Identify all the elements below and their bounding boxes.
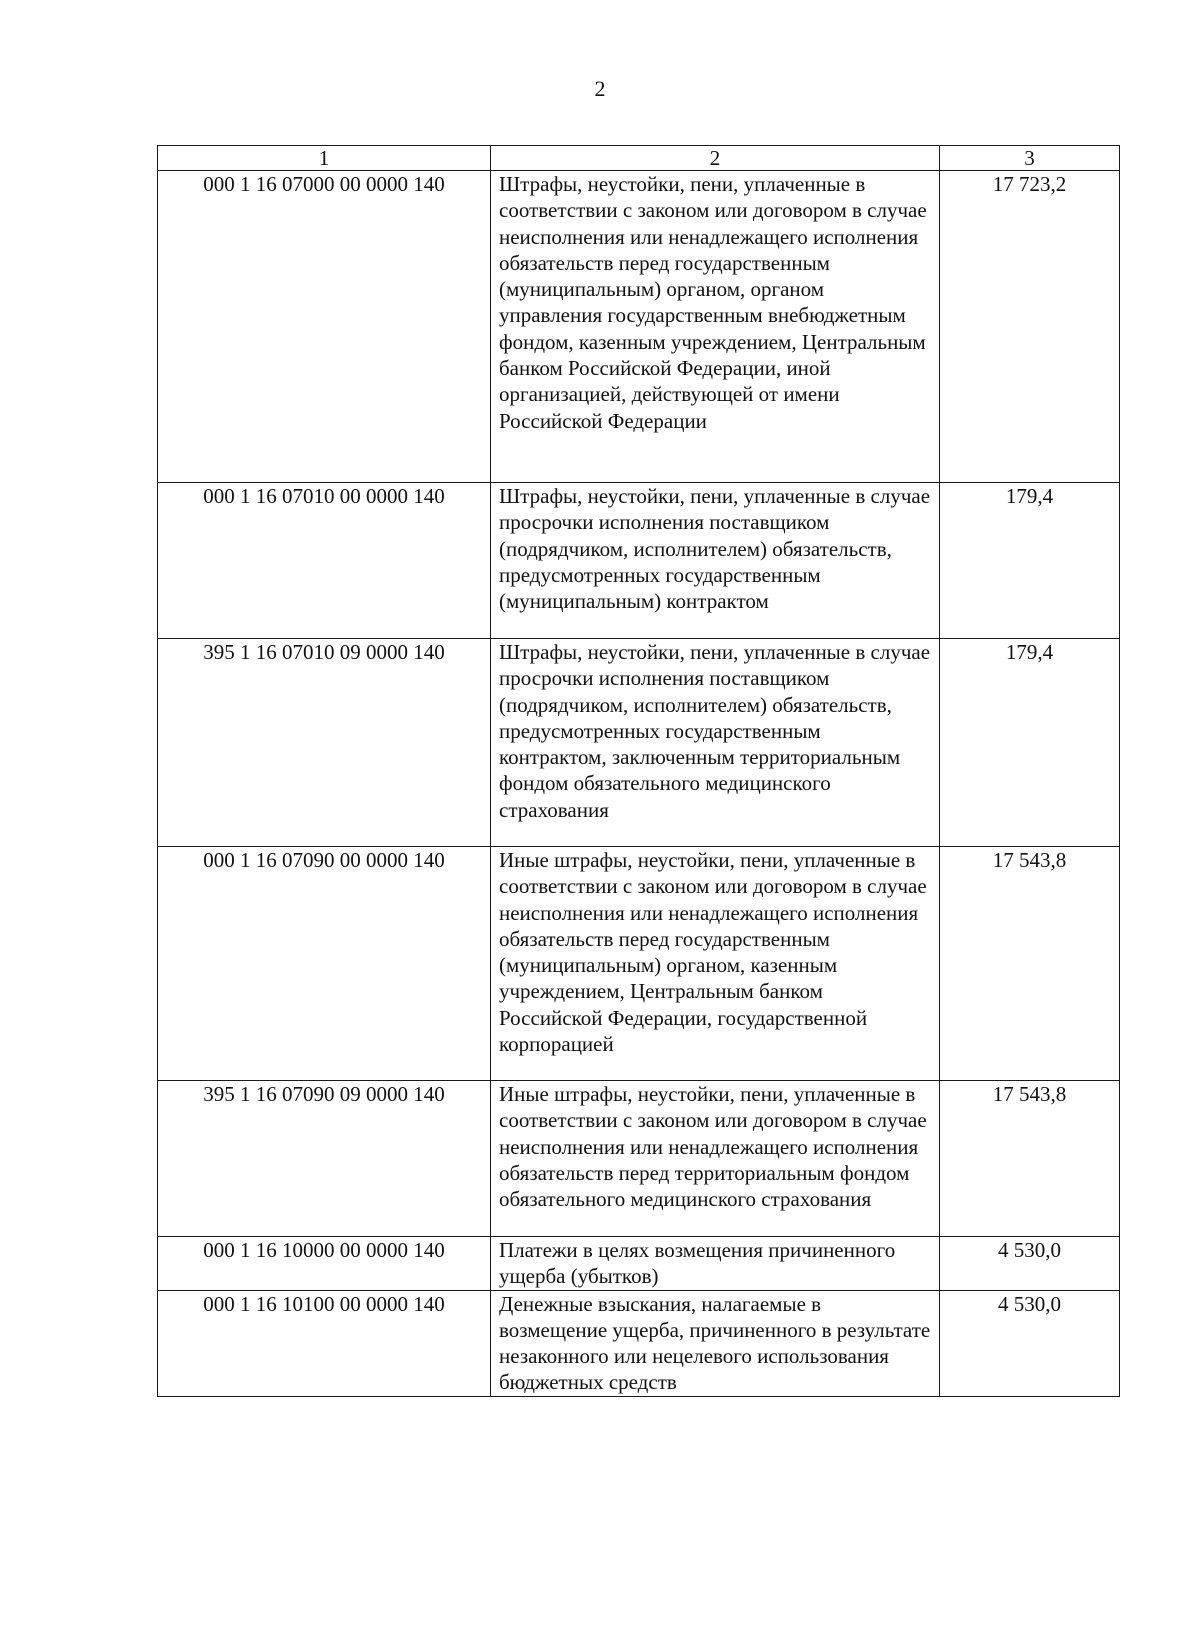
table-header-row (158, 146, 1120, 171)
budget-code: 000 1 16 07090 00 0000 140 (158, 847, 491, 1081)
table-row (158, 1081, 1120, 1237)
column-header-2: 2 (491, 146, 940, 171)
amount-value: 179,4 (940, 639, 1120, 847)
amount-value: 17 543,8 (940, 1081, 1120, 1237)
amount-value: 4 530,0 (940, 1290, 1120, 1396)
row-description: Штрафы, неустойки, пени, уплаченные в соответствии с законом или договором в случае неисполнения или ненадлежащего исполнения обязательств перед государственным (муниципальным) органом, органом управления государственным внебюджетным фондом, казенным учреждением, Центральным банком Российской Федерации, иной организацией, действующей от имени Российской Федерации (491, 171, 940, 483)
row-description: Иные штрафы, неустойки, пени, уплаченные в соответствии с законом или договором в случае неисполнения или ненадлежащего исполнения обязательств перед государственным (муниципальным) органом, казенным учреждением, Центральным банком Российской Федерации, государственной корпорацией (491, 847, 940, 1081)
budget-code: 395 1 16 07010 09 0000 140 (158, 639, 491, 847)
amount-value: 4 530,0 (940, 1237, 1120, 1291)
budget-code: 000 1 16 10100 00 0000 140 (158, 1290, 491, 1396)
row-description: Штрафы, неустойки, пени, уплаченные в случае просрочки исполнения поставщиком (подрядчиком, исполнителем) обязательств, предусмотренных государственным (муниципальным) контрактом (491, 483, 940, 639)
budget-code: 395 1 16 07090 09 0000 140 (158, 1081, 491, 1237)
table-row (158, 483, 1120, 639)
column-header-1: 1 (158, 146, 491, 171)
page-number: 2 (594, 76, 606, 101)
budget-code: 000 1 16 10000 00 0000 140 (158, 1237, 491, 1291)
amount-value: 17 723,2 (940, 171, 1120, 483)
amount-value: 17 543,8 (940, 847, 1120, 1081)
table-row (158, 1290, 1120, 1396)
row-description: Иные штрафы, неустойки, пени, уплаченные в соответствии с законом или договором в случае неисполнения или ненадлежащего исполнения обязательств перед территориальным фондом обязательного медицинского страхования (491, 1081, 940, 1237)
budget-code: 000 1 16 07000 00 0000 140 (158, 171, 491, 483)
row-description: Штрафы, неустойки, пени, уплаченные в случае просрочки исполнения поставщиком (подрядчиком, исполнителем) обязательств, предусмотренных государственным контрактом, заключенным территориальным фондом обязательного медицинского страхования (491, 639, 940, 847)
table-row (158, 1237, 1120, 1291)
table-row (158, 847, 1120, 1081)
budget-code: 000 1 16 07010 00 0000 140 (158, 483, 491, 639)
column-header-3: 3 (940, 146, 1120, 171)
table-row (158, 171, 1120, 483)
row-description: Денежные взыскания, налагаемые в возмещение ущерба, причиненного в результате незаконного или нецелевого использования бюджетных средств (491, 1290, 940, 1396)
amount-value: 179,4 (940, 483, 1120, 639)
revenue-table (157, 145, 1120, 1397)
table-row (158, 639, 1120, 847)
row-description: Платежи в целях возмещения причиненного ущерба (убытков) (491, 1237, 940, 1291)
